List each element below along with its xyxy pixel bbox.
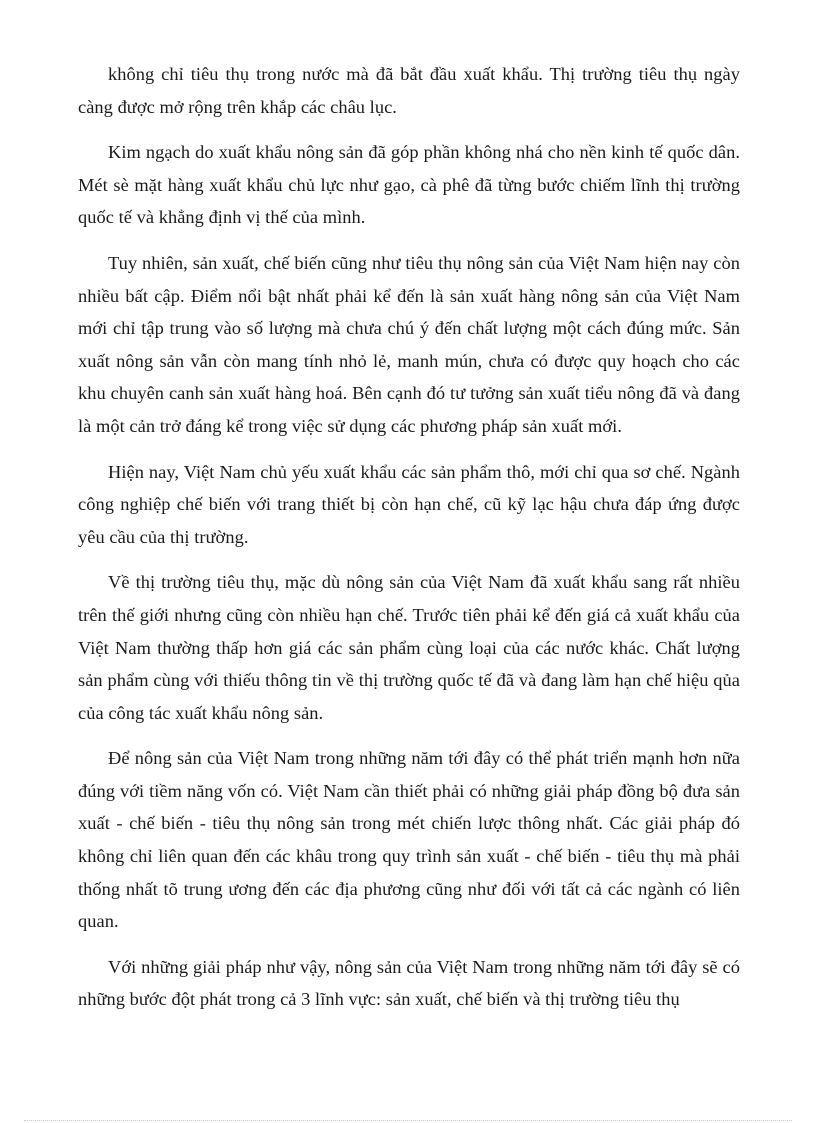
paragraph-6: Để nông sản của Việt Nam trong những năm tới đây có thể phát triển mạnh hơn nữa đúng với tiềm năng vốn có. Việt Nam cần thiết phải có những giải pháp đồng bộ đưa sản xuất - chế biến - tiêu thụ nông sản trong mét chiến lược thông nhất. Các giải pháp đó không chỉ liên quan đến các khâu trong quy trình sản xuất - chế biến - tiêu thụ mà phải thống nhất tõ trung ương đến các địa phương cũng như đối với tất cả các ngành có liên quan. [78,748,740,932]
paragraph-5: Về thị trường tiêu thụ, mặc dù nông sản của Việt Nam đã xuất khẩu sang rất nhiều trên thế giới nhưng cũng còn nhiều hạn chế. Trước tiên phải kể đến giá cả xuất khẩu của Việt Nam thường thấp hơn giá các sản phẩm cùng loại của các nước khác. Chất lượng sản phẩm cùng với thiếu thông tin về thị trường quốc tế đã và đang làm hạn chế hiệu qủa của công tác xuất khẩu nông sản. [78,572,740,723]
page-bottom-divider [24,1120,792,1121]
paragraph-7: Với những giải pháp như vậy, nông sản của Việt Nam trong những năm tới đây sẽ có những bước đột phát trong cả 3 lĩnh vực: sản xuất, chế biến và thị trường tiêu thụ [78,956,740,1010]
paragraph-1: không chỉ tiêu thụ trong nước mà đã bắt đầu xuất khẩu. Thị trường tiêu thụ ngày càng được mở rộng trên khắp các châu lục. [78,64,740,117]
document-page [78,58,740,1029]
paragraph-4: Hiện nay, Việt Nam chủ yếu xuất khẩu các sản phẩm thô, mới chỉ qua sơ chế. Ngành công nghiệp chế biến với trang thiết bị còn hạn chế, cũ kỹ lạc hậu chưa đáp ứng được yêu cầu của thị trường. [78,461,740,547]
paragraph-3: Tuy nhiên, sản xuất, chế biến cũng như tiêu thụ nông sản của Việt Nam hiện nay còn nhiều bất cập. Điểm nổi bật nhất phải kể đến là sản xuất hàng nông sản của Việt Nam mới chỉ tập trung vào số lượng mà chưa chú ý đến chất lượng một cách đúng mức. Sản xuất nông sản vẫn còn mang tính nhỏ lẻ, manh mún, chưa có được quy hoạch cho các khu chuyên canh sản xuất hàng hoá. Bên cạnh đó tư tưởng sản xuất tiểu nông đã và đang là một cản trở đáng kể trong việc sử dụng các phương pháp sản xuất mới. [78,252,740,436]
paragraph-2: Kim ngạch do xuất khẩu nông sản đã góp phần không nhá cho nền kinh tế quốc dân. Mét sè mặt hàng xuất khẩu chủ lực như gạo, cà phê đã từng bước chiếm lĩnh thị trường quốc tế và khẳng định vị thế của mình. [78,142,740,228]
